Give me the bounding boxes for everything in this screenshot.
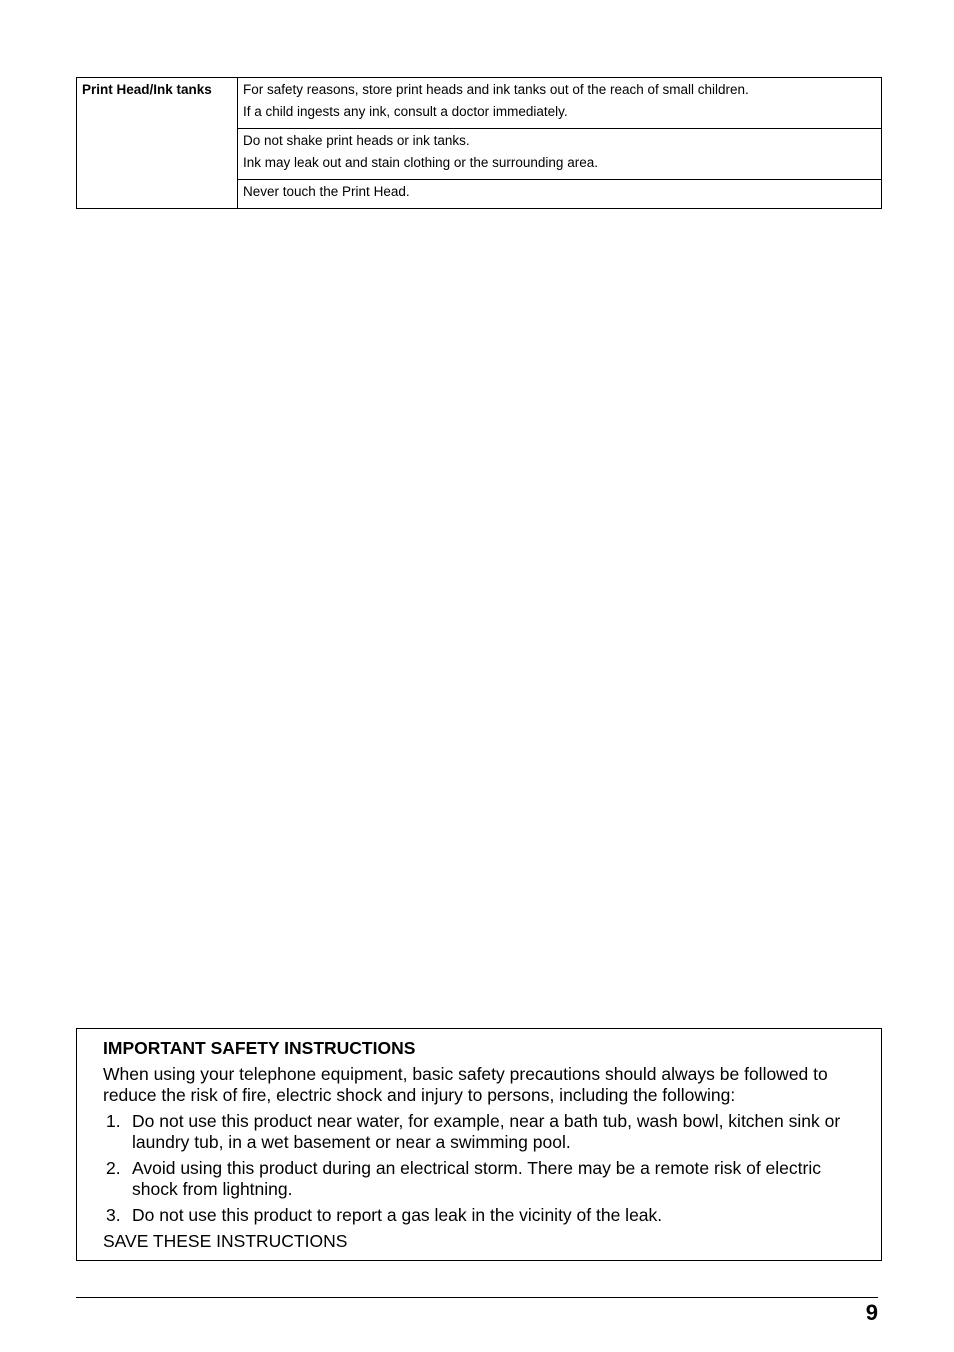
category-cell: Print Head/Ink tanks (77, 78, 238, 209)
save-instructions-note: SAVE THESE INSTRUCTIONS (103, 1231, 348, 1251)
table-cell (238, 129, 882, 180)
list-number: 3. (106, 1205, 121, 1225)
instructions-content (103, 1038, 869, 1252)
important-safety-instructions-box (76, 1028, 882, 1261)
list-item (103, 1205, 869, 1226)
cell-line: If a child ingests any ink, consult a doctor immediately. (243, 104, 568, 119)
cell-line: Do not shake print heads or ink tanks. (243, 133, 470, 148)
list-number: 1. (106, 1111, 121, 1131)
list-item (103, 1111, 869, 1153)
table-row (77, 78, 882, 129)
page-number: 9 (865, 1300, 878, 1325)
cell-line: For safety reasons, store print heads and ink tanks out of the reach of small children. (243, 82, 749, 97)
table-cell (238, 78, 882, 129)
instructions-intro: When using your telephone equipment, basic safety precautions should always be followed to reduce the risk of fire, electric shock and injury to persons, including the following: (103, 1064, 828, 1105)
footer-divider (76, 1297, 878, 1298)
table-cell (238, 180, 882, 209)
list-text: Do not use this product near water, for example, near a bath tub, wash bowl, kitchen sink or laundry tub, in a wet basement or near a swimming pool. (132, 1111, 841, 1152)
instructions-title: IMPORTANT SAFETY INSTRUCTIONS (103, 1038, 416, 1058)
cell-line: Ink may leak out and stain clothing or the surrounding area. (243, 155, 598, 170)
list-text: Do not use this product to report a gas leak in the vicinity of the leak. (132, 1205, 663, 1225)
list-item (103, 1158, 869, 1200)
instructions-list (103, 1111, 869, 1226)
list-text: Avoid using this product during an electrical storm. There may be a remote risk of electric shock from lightning. (132, 1158, 821, 1199)
cell-line: Never touch the Print Head. (243, 184, 410, 199)
print-head-safety-table (76, 77, 882, 209)
list-number: 2. (106, 1158, 121, 1178)
